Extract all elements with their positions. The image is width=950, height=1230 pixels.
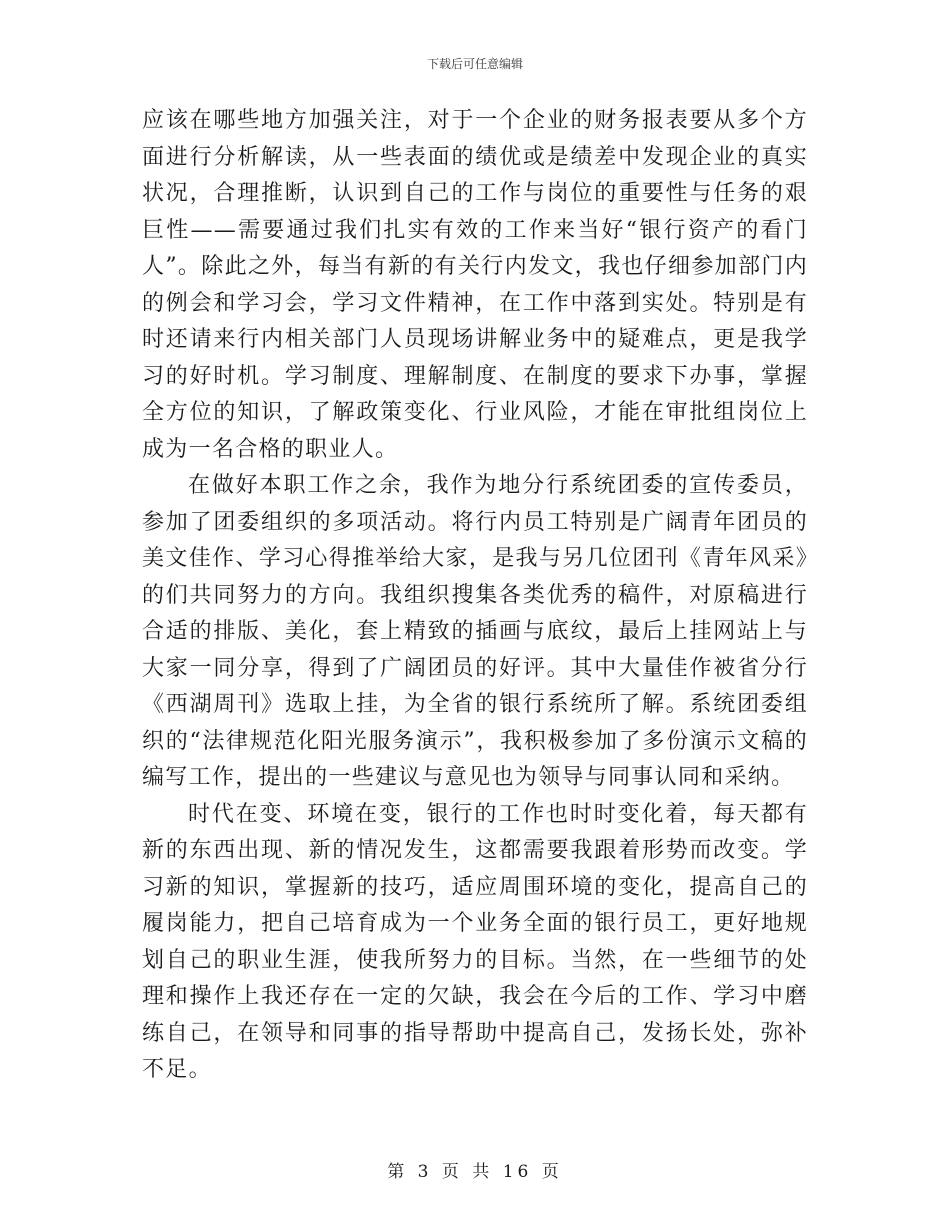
page-header: 下载后可任意编辑	[426, 57, 523, 71]
paragraph-2: 在做好本职工作之余，我作为地分行系统团委的宣传委员，参加了团委组织的多项活动。将行内员工特别是广阔青年团员的美文佳作、学习心得推举给大家，是我与另几位团刊《青年风采》的们共同努力的方向。我组织搜集各类优秀的稿件，对原稿进行合适的排版、美化，套上精致的插画与底纹，最后上挂网站上与大家一同分享，得到了广阔团员的好评。其中大量佳作被省分行《西湖周刊》选取上挂，为全省的银行系统所了解。系统团委组织的“法律规范化阳光服务演示”，我积极参加了多份演示文稿的编写工作，提出的一些建议与意见也为领导与同事认同和采纳。	[142, 473, 808, 790]
document-body	[142, 103, 808, 1089]
page-number-footer: 第 3 页 共 16 页	[387, 1162, 563, 1182]
paragraph-1: 应该在哪些地方加强关注，对于一个企业的财务报表要从多个方面进行分析解读，从一些表面的绩优或是绩差中发现企业的真实状况，合理推断，认识到自己的工作与岗位的重要性与任务的艰巨性——需要通过我们扎实有效的工作来当好“银行资产的看门人”。除此之外，每当有新的有关行内发文，我也仔细参加部门内的例会和学习会，学习文件精神，在工作中落到实处。特别是有时还请来行内相关部门人员现场讲解业务中的疑难点，更是我学习的好时机。学习制度、理解制度、在制度的要求下办事，掌握全方位的知识，了解政策变化、行业风险，才能在审批组岗位上成为一名合格的职业人。	[142, 108, 808, 462]
paragraph-3: 时代在变、环境在变，银行的工作也时时变化着，每天都有新的东西出现、新的情况发生，这都需要我跟着形势而改变。学习新的知识，掌握新的技巧，适应周围环境的变化，提高自己的履岗能力，把自己培育成为一个业务全面的银行员工，更好地规划自己的职业生涯，使我所努力的目标。当然，在一些细节的处理和操作上我还存在一定的欠缺，我会在今后的工作、学习中磨练自己，在领导和同事的指导帮助中提高自己，发扬长处，弥补不足。	[142, 801, 808, 1082]
